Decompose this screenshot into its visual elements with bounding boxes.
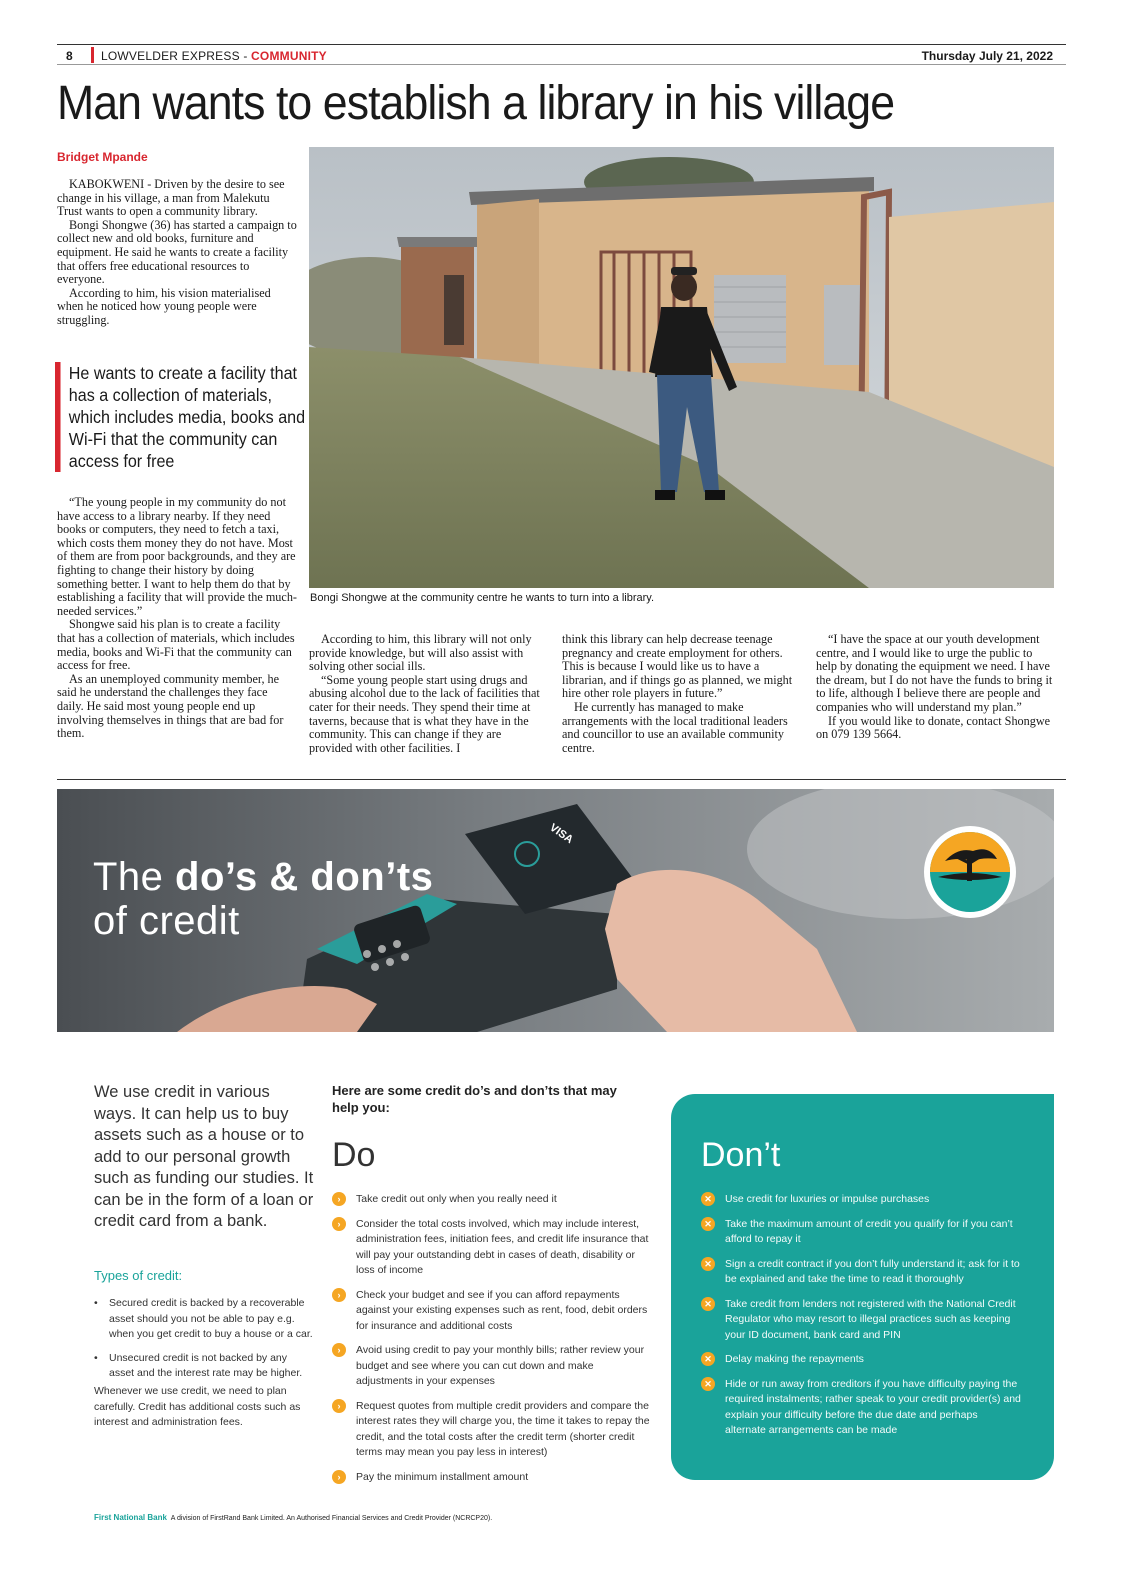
do-item	[332, 1399, 650, 1461]
paragraph: “Some young people start using drugs and abusing alcohol due to the lack of facilities that cater for their needs. They spend their time at taverns, because that is what they have in the community. This can change if they are provided with other facilities. I	[309, 672, 540, 755]
ad-footer	[94, 1513, 492, 1522]
closing-note: Whenever we use credit, we need to plan carefully. Credit has additional costs such as interest and administration fees.	[94, 1385, 301, 1428]
do-item-text: Avoid using credit to pay your monthly bills; rather review your budget and see where you can cut down and make adjustments in your expenses	[356, 1344, 645, 1387]
banner-title-light: The	[93, 855, 176, 899]
cross-icon: ✕	[701, 1217, 715, 1231]
article-column-3	[562, 633, 800, 755]
article-photo	[309, 147, 1054, 588]
dont-panel	[671, 1094, 1054, 1480]
page-number: 8	[66, 49, 73, 63]
paragraph: As an unemployed community member, he said he understand the challenges they face daily. He said most young people end up involving themselves in things that are bad for them.	[57, 671, 284, 741]
ad-intro: We use credit in various ways. It can help us to buy assets such as a house or to add to our personal growth such as funding our studies. It can be in the form of a loan or credit card from a bank.	[94, 1083, 314, 1230]
dont-item	[701, 1297, 1021, 1344]
header-rule-bottom	[57, 64, 1066, 65]
dont-item-text: Use credit for luxuries or impulse purchases	[725, 1193, 930, 1205]
footer-text: A division of FirstRand Bank Limited. An Authorised Financial Services and Credit Provider (NCRCP20).	[170, 1515, 493, 1522]
publication-title	[101, 49, 327, 63]
paragraph: If you would like to donate, contact Shongwe on 079 139 5664.	[816, 713, 1051, 742]
do-title: Do	[332, 1136, 376, 1174]
cross-icon: ✕	[701, 1352, 715, 1366]
paragraph: think this library can help decrease teenage pregnancy and create employment for others. This is because I would like us to have a librarian, and if things go as planned, we might hire other role players in future.”	[562, 632, 793, 701]
byline: Bridget Mpande	[57, 150, 148, 164]
dont-item	[701, 1257, 1021, 1288]
section-marker	[91, 47, 94, 63]
acacia-tree-logo	[923, 825, 1017, 919]
paragraph: KABOKWENI - Driven by the desire to see change in his village, a man from Malekutu Trust wants to open a community library.	[57, 177, 285, 219]
dont-item	[701, 1352, 1021, 1368]
do-item-text: Consider the total costs involved, which may include interest, administration fees, initiation fees, and credit life insurance that will pay your outstanding debt in cases of death, disability or loss of income	[356, 1217, 649, 1276]
chevron-right-icon: ›	[332, 1343, 346, 1357]
paragraph: Bongi Shongwe (36) has started a campaign to collect new and old books, furniture and equipment. He said he wants to create a facility that offers free educational resources to everyone.	[57, 217, 297, 287]
dont-item-text: Sign a credit contract if you don’t fully understand it; ask for it to be explained and take the time to read it thoroughly	[725, 1257, 1020, 1285]
paragraph: “The young people in my community do not have access to a library nearby. If they need books or computers, they need to fetch a taxi, which costs them money they do not have. Most of them are from poor backgrounds, and they are fighting to change their history by doing something better. I want to help them do that by establishing a facility that will provide the much-needed services.”	[57, 495, 297, 618]
paragraph: According to him, this library will not only provide knowledge, but will also assist with solving other social ills.	[309, 632, 532, 674]
paragraph: Shongwe said his plan is to create a facility that has a collection of materials, which includes media, books and Wi-Fi that the community can access for free.	[57, 617, 295, 673]
ad-banner	[57, 789, 1054, 1032]
cross-icon: ✕	[701, 1192, 715, 1206]
card-brand-label: VISA	[547, 821, 576, 847]
dont-item-text: Take credit from lenders not registered with the National Credit Regulator who may resort to illegal practices such as keeping your ID document, bank card and PIN	[725, 1297, 1016, 1341]
article-column-2	[309, 633, 547, 755]
issue-date: Thursday July 21, 2022	[921, 49, 1053, 63]
dont-item	[701, 1217, 1021, 1248]
header-rule-top	[57, 44, 1066, 45]
article-column-1	[57, 178, 297, 328]
do-item	[332, 1470, 650, 1486]
cross-icon: ✕	[701, 1257, 715, 1271]
do-item-text: Request quotes from multiple credit providers and compare the interest rates they will charge you, the time it takes to repay the credit, and the total costs after the credit term (shorter credit terms may mean you pay less in interest)	[356, 1399, 650, 1458]
ad-subheading: Here are some credit do’s and don’ts that may help you:	[332, 1083, 617, 1115]
do-item-text: Pay the minimum installment amount	[356, 1470, 529, 1483]
photo-caption: Bongi Shongwe at the community centre he wants to turn into a library.	[310, 592, 655, 604]
types-list	[94, 1296, 314, 1390]
chevron-right-icon: ›	[332, 1192, 346, 1206]
chevron-right-icon: ›	[332, 1399, 346, 1413]
do-item	[332, 1288, 650, 1335]
do-item-text: Take credit out only when you really need it	[356, 1193, 557, 1205]
paragraph: “I have the space at our youth development centre, and I would like to urge the public to help by donating the equipment we need. I have the dream, but I do not have the funds to bring it to life, although I believe there are people and companies who will understand my plan.”	[816, 632, 1053, 714]
cross-icon: ✕	[701, 1297, 715, 1311]
photo-scene	[309, 147, 1054, 588]
footer-brand: First National Bank	[94, 1513, 167, 1522]
do-item	[332, 1343, 650, 1390]
cross-icon: ✕	[701, 1377, 715, 1391]
headline: Man wants to establish a library in his village	[57, 77, 895, 130]
types-item: • Secured credit is backed by a recoverable asset should you not be able to pay e.g. when you get credit to buy a house or a car.	[94, 1296, 314, 1343]
article-column-1b	[57, 496, 297, 741]
do-item	[332, 1217, 650, 1279]
dont-item-text: Delay making the repayments	[725, 1353, 864, 1365]
paragraph: According to him, his vision materialised when he noticed how young people were struggling.	[57, 285, 271, 327]
do-item-text: Check your budget and see if you can afford repayments against your existing expenses such as rent, food, debit orders for insurance and additional costs	[356, 1288, 648, 1332]
banner-title-line-2: of credit	[93, 899, 240, 943]
dont-item-text: Take the maximum amount of credit you qualify for if you can’t afford to repay it	[725, 1217, 1013, 1245]
banner-title-bold: do’s & don’ts	[175, 855, 434, 899]
banner-title-line-1	[93, 855, 433, 899]
types-heading: Types of credit:	[94, 1268, 183, 1283]
chevron-right-icon: ›	[332, 1288, 346, 1302]
chevron-right-icon: ›	[332, 1217, 346, 1231]
dont-item	[701, 1192, 1021, 1208]
publication-separator: -	[239, 49, 252, 63]
section-name: COMMUNITY	[251, 49, 327, 63]
types-item: • Unsecured credit is not backed by any asset and the interest rate may be higher.	[94, 1351, 314, 1382]
pull-quote: He wants to create a facility that has a collection of materials, which includes media, books and Wi-Fi that the community can access for free	[55, 362, 308, 472]
paragraph: He currently has managed to make arrangements with the local traditional leaders and councillor to use an available community centre.	[562, 699, 788, 755]
dont-item	[701, 1377, 1021, 1439]
do-item	[332, 1192, 650, 1208]
dont-item-text: Hide or run away from creditors if you have difficulty paying the required instalments; rather speak to your credit provider(s) and explain your difficulty before the due date and perhaps alternate arrangements can be made	[725, 1377, 1021, 1436]
article-column-4	[816, 633, 1054, 742]
banner-title	[93, 855, 433, 943]
dont-list	[701, 1192, 1021, 1448]
publication-name: LOWVELDER EXPRESS	[101, 49, 240, 63]
dont-title: Don’t	[701, 1136, 781, 1174]
chevron-right-icon: ›	[332, 1470, 346, 1484]
do-list	[332, 1192, 650, 1494]
article-end-rule	[57, 779, 1066, 780]
